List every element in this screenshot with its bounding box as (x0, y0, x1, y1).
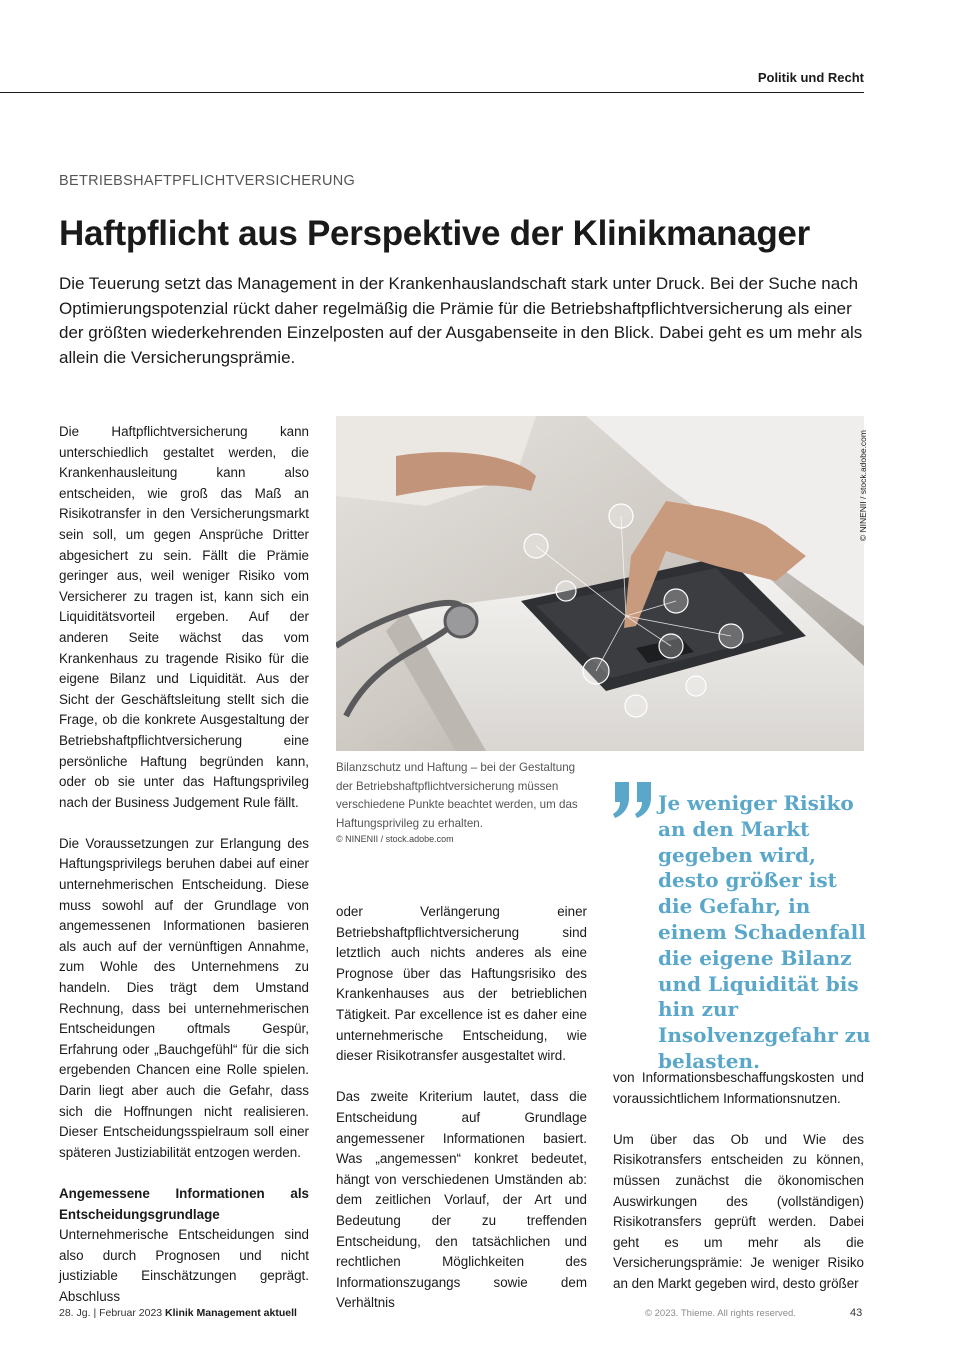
quote-mark-icon (611, 780, 655, 820)
article-lead: Die Teuerung setzt das Management in der Krankenhauslandschaft stark unter Druck. Bei der Suche nach Optimierungspotenzial rückt daher regelmäßig die Prämie für die Betriebshaftpflichtversicherung als einer der größten wiederkehrenden Einzelposten auf der Ausgabenseite in den Blick. Dabei geht es um mehr als allein die Versicherungsprämie. (59, 274, 863, 367)
article-kicker: BETRIEBSHAFTPFLICHTVERSICHERUNG (59, 173, 356, 189)
header-rule (0, 92, 864, 93)
paragraph: Unternehmerische Entscheidungen sind also durch Prognosen und nicht justiziable Einschätzungen geprägt. Abschluss (59, 1227, 309, 1304)
footer-copyright: © 2023. Thieme. All rights reserved. (645, 1308, 796, 1319)
paragraph: Die Voraussetzungen zur Erlangung des Haftungsprivilegs beruhen dabei auf einer unternehmerischen Entscheidung. Diese muss sowohl auf der Grundlage von angemessenen Informationen basieren als auch auf der vernünftigen Annahme, zum Wohle des Unternehmens zu handeln. Dies trägt dem Umstand Rechnung, dass bei unternehmerischen Entscheidungen oftmals Gespür, Erfahrung oder „Bauchgefühl“ für die sich ergebenden Chancen eine Rolle spielen. Darin liegt aber auch die Gefahr, dass sich die Hoffnungen nicht realisieren. Dieser Entscheidungsspielraum soll einer späteren Justiziabilität entzogen werden. (59, 835, 309, 1160)
text-column-3 (613, 1068, 864, 1295)
image-caption: Bilanzschutz und Haftung – bei der Gestaltung der Betriebshaftpflichtversicherung müssen verschiedene Punkte beachtet werden, um das Haftungsprivileg zu erhalten. (336, 761, 578, 830)
text-column-1 (59, 422, 309, 1308)
journal-name: Klinik Management aktuell (165, 1307, 297, 1319)
paragraph: Das zweite Kriterium lautet, dass die Entscheidung auf Grundlage angemessener Informationen basiert. Was „angemessen“ konkret bedeutet, hängt von verschiedenen Umständen ab: dem zeitlichen Vorlauf, der Art und Bedeutung der zu treffenden Entscheidung, den tatsächlichen und rechtlichen Möglichkeiten des Informationszugangs sowie dem Verhältnis (336, 1089, 587, 1311)
caption-credit: © NINENII / stock.adobe.com (336, 834, 454, 844)
photo-illustration (336, 416, 868, 751)
page-number: 43 (850, 1307, 863, 1319)
article-title: Haftpflicht aus Perspektive der Klinikmanager (59, 214, 810, 253)
pull-quote: Je weniger Risiko an den Markt gegeben wird, desto größer ist die Gefahr, in einem Schadenfall die eigene Bilanz und Liquidität bis hin zur Insolvenzgefahr zu belasten. (658, 791, 871, 1073)
text-column-2 (336, 902, 587, 1314)
article-photo (336, 416, 868, 751)
paragraph: Die Haftpflichtversicherung kann unterschiedlich gestaltet werden, die Krankenhausleitung kann also entscheiden, wie groß das Maß an Risikotransfer in den Versicherungsmarkt sein soll, um gegen Ansprüche Dritter abgesichert zu sein. Fällt die Prämie geringer aus, weil weniger Risiko vom Versicherer zu tragen ist, kann sich ein Liquiditätsvorteil ergeben. Auf der anderen Seite wächst das vom Krankenhaus zu tragende Risiko für die eigene Bilanz und Liquidität. Aus der Sicht der Geschäftsleitung stellt sich die Frage, ob die konkrete Ausgestaltung der Betriebshaftpflichtversicherung eine persönliche Haftung begründen kann, oder ob sie unter das Haftungsprivileg nach der Business Judgement Rule fällt. (59, 424, 309, 810)
subheading: Angemessene Informationen als Entscheidungsgrundlage (59, 1185, 309, 1222)
photo-credit: © NINENII / stock.adobe.com (858, 430, 868, 542)
paragraph: von Informationsbeschaffungskosten und voraussichtlichem Informationsnutzen. (613, 1070, 864, 1106)
section-label: Politik und Recht (757, 70, 864, 85)
paragraph: Um über das Ob und Wie des Risikotransfers entscheiden zu können, müssen zunächst die ökonomischen Auswirkungen des (vollständigen) Risikotransfers geprüft werden. Dabei geht es um mehr als die Versicherungsprämie: Je weniger Risiko an den Markt gegeben wird, desto größer (613, 1131, 864, 1291)
footer-issue: 28. Jg. | Februar 2023 Klinik Management aktuell (59, 1307, 297, 1319)
paragraph: oder Verlängerung einer Betriebshaftpflichtversicherung sind letztlich auch nichts anderes als eine Prognose über das Haftungsrisiko des Krankenhauses aus der betrieblichen Tätigkeit. Par excellence ist es daher eine unternehmerische Entscheidung, wie dieser Risikotransfer ausgestaltet wird. (336, 904, 587, 1064)
